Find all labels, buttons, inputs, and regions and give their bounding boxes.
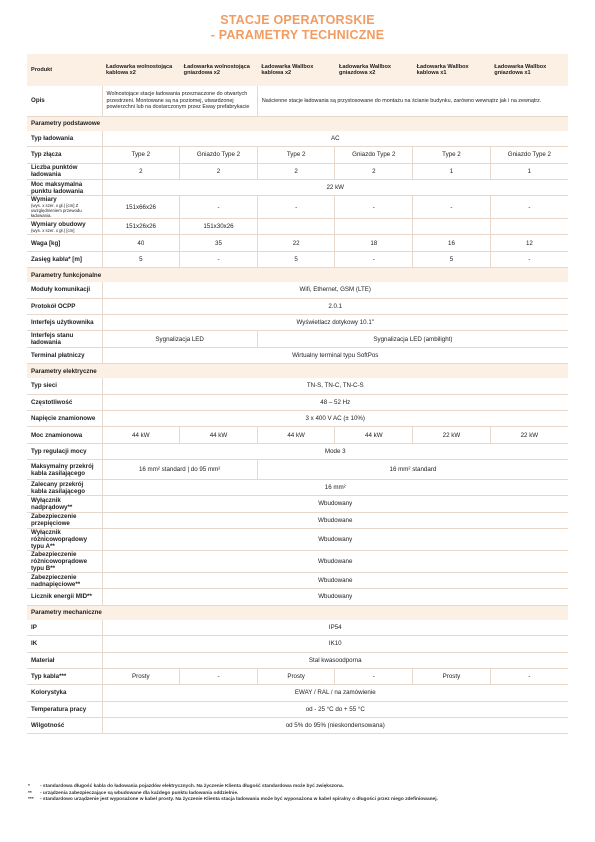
row-cell: 5	[257, 251, 335, 267]
row-label	[27, 251, 102, 267]
row-value: Wbudowany	[102, 496, 568, 512]
row-cell: Type 2	[413, 147, 491, 163]
row-label-text: Typ sieci	[31, 382, 58, 390]
row-label	[27, 196, 102, 219]
table-row	[27, 394, 568, 410]
row-value: Stal kwasoodporna	[102, 652, 568, 668]
row-cell	[413, 219, 491, 235]
row-cell: 151x30x26	[180, 219, 258, 235]
footnote-text: - urządzenia zabezpieczające są wbudowane dla każdego punktu ładowania oddzielnie.	[40, 790, 239, 796]
row-cell: -	[490, 251, 568, 267]
spec-table	[27, 54, 568, 734]
row-cell: 5	[413, 251, 491, 267]
row-cell: 2	[180, 163, 258, 179]
table-row	[27, 163, 568, 179]
row-label-text: Interfejs użytkownika	[31, 319, 94, 327]
row-label	[27, 652, 102, 668]
row-value: Wyświetlacz dotykowy 10.1"	[102, 315, 568, 331]
row-value: od - 25 °C do + 55 °C	[102, 701, 568, 717]
row-cell: -	[180, 668, 258, 684]
row-label-text: Typ kabla***	[31, 673, 67, 681]
row-cell: Type 2	[102, 147, 180, 163]
table-row	[27, 589, 568, 605]
row-cell: -	[180, 196, 258, 219]
row-label	[27, 163, 102, 179]
row-cell: -	[413, 196, 491, 219]
row-cell: 5	[102, 251, 180, 267]
row-cell: 22 kW	[413, 427, 491, 443]
row-label	[27, 378, 102, 394]
row-cell: Prosty	[257, 668, 335, 684]
row-label-text: Zabezpieczenie nadnapięciowe**	[31, 573, 81, 588]
row-value: od 5% do 95% (nieskondensowana)	[102, 717, 568, 733]
row-value: Wbudowane	[102, 512, 568, 528]
row-value: Wbudowany	[102, 589, 568, 605]
row-cell: Gniazdo Type 2	[490, 147, 568, 163]
section-header	[27, 268, 568, 283]
footnote-text: - standardowo urządzenie jest wyposażone w kabel prosty. Na życzenie Klienta stacja ładowania może być wyposażona w kabel spiralny o długości przez niego zdefiniowanej.	[40, 797, 438, 802]
table-row	[27, 147, 568, 163]
table-row	[27, 315, 568, 331]
header-label: Produkt	[27, 54, 102, 86]
row-value: 16 mm²	[102, 480, 568, 496]
row-label-text: Wyłącznik różnicowoprądowy typu A**	[31, 528, 88, 550]
row-cell: -	[335, 251, 413, 267]
section-title: Parametry mechaniczne	[27, 605, 568, 620]
row-value: Wbudowane	[102, 550, 568, 572]
row-cell: 1	[413, 163, 491, 179]
row-value: 48 – 52 Hz	[102, 394, 568, 410]
row-value: Wbudowany	[102, 528, 568, 550]
row-cell: 2	[102, 163, 180, 179]
row-cell	[490, 219, 568, 235]
row-cell: Type 2	[257, 147, 335, 163]
row-label	[27, 235, 102, 251]
row-label	[27, 589, 102, 605]
section-title: Parametry podstawowe	[27, 116, 568, 131]
page-title	[0, 13, 595, 43]
row-value: 2.0.1	[102, 298, 568, 314]
row-label-text: Wymiary	[31, 196, 57, 204]
footnotes	[28, 784, 568, 804]
table-row	[27, 251, 568, 267]
row-label-text: Materiał	[31, 656, 55, 664]
row-cell: 12	[490, 235, 568, 251]
row-label-text: Zasięg kabla* [m]	[31, 255, 82, 263]
row-label	[27, 717, 102, 733]
row-label	[27, 219, 102, 235]
row-label	[27, 512, 102, 528]
row-cell	[257, 219, 335, 235]
row-label	[27, 179, 102, 195]
row-label-text: Moc maksymalna punktu ładowania	[31, 180, 84, 195]
row-label-text: IK	[31, 640, 38, 648]
row-label-text: Zalecany przekrój kabla zasilającego	[31, 480, 85, 495]
section-title: Parametry funkcjonalne	[27, 268, 568, 283]
row-label	[27, 685, 102, 701]
row-label-text: Wyłącznik nadprądowy**	[31, 496, 73, 511]
row-cell: -	[335, 196, 413, 219]
row-label	[27, 282, 102, 298]
row-cell: 40	[102, 235, 180, 251]
table-row	[27, 550, 568, 572]
row-label	[27, 620, 102, 636]
row-label	[27, 298, 102, 314]
title-line-1: STACJE OPERATORSKIE	[220, 13, 375, 27]
title-line-2: - PARAMETRY TECHNICZNE	[210, 28, 385, 42]
row-value-wallbox: Sygnalizacja LED (ambilight)	[257, 331, 568, 347]
row-label-text: Częstotliwość	[31, 399, 73, 406]
row-cell: 18	[335, 235, 413, 251]
section-header	[27, 605, 568, 620]
footnote	[28, 797, 568, 804]
table-row	[27, 427, 568, 443]
row-cell: 22 kW	[490, 427, 568, 443]
table-row	[27, 512, 568, 528]
row-label-text: Typ ładowania	[31, 134, 74, 142]
row-label-text: Opis	[31, 97, 45, 105]
row-cell: -	[257, 196, 335, 219]
row-value: Mode 3	[102, 443, 568, 459]
row-label-text: Typ regulacji mocy	[31, 447, 87, 455]
table-row	[27, 443, 568, 459]
desc-freestanding: Wolnostojące stacje ładowania przeznaczone do otwartych przestrzeni. Montowane są na poziomej, utwardzonej powierzchni lub na dostarczonym przez Eway prefabrykacie	[102, 86, 257, 116]
table-row	[27, 378, 568, 394]
table-row	[27, 636, 568, 652]
row-value: EWAY / RAL / na zamówienie	[102, 685, 568, 701]
product-name: Ładowarka wolnostojąca gniazdowa x2	[180, 54, 258, 86]
row-cell: 44 kW	[257, 427, 335, 443]
row-cell: 44 kW	[335, 427, 413, 443]
footnote-mark: **	[28, 790, 32, 796]
row-value-wallbox: 16 mm² standard	[257, 460, 568, 480]
table-row	[27, 717, 568, 733]
row-cell: 16	[413, 235, 491, 251]
row-label	[27, 668, 102, 684]
row-label	[27, 394, 102, 410]
header-row	[27, 54, 568, 86]
row-label	[27, 427, 102, 443]
row-value: Wirtualny terminal typu SoftPos	[102, 347, 568, 363]
table-row	[27, 196, 568, 219]
row-label	[27, 443, 102, 459]
row-label-text: Kolorystyka	[31, 689, 67, 697]
row-label	[27, 131, 102, 147]
table-row	[27, 652, 568, 668]
row-value: TN-S, TN-C, TN-C-S	[102, 378, 568, 394]
table-row	[27, 131, 568, 147]
row-label	[27, 636, 102, 652]
row-value: AC	[102, 131, 568, 147]
row-value: IK10	[102, 636, 568, 652]
row-cell: 1	[490, 163, 568, 179]
row-cell: 35	[180, 235, 258, 251]
row-value: 22 kW	[102, 179, 568, 195]
row-label-text: Temperatura pracy	[31, 705, 87, 713]
row-label	[27, 528, 102, 550]
row-cell: -	[490, 196, 568, 219]
row-label-text: Zabezpieczenie przepięciowe	[31, 513, 77, 528]
table-row	[27, 572, 568, 588]
footnote-mark: *	[28, 784, 30, 789]
product-name: Ładowarka Wallbox gniazdowa x1	[490, 54, 568, 86]
table-row	[27, 331, 568, 347]
table-row	[27, 685, 568, 701]
row-value: Wifi, Ethernet, GSM (LTE)	[102, 282, 568, 298]
row-label	[27, 480, 102, 496]
table-row	[27, 347, 568, 363]
row-label-note: (wys. x szer. x gł.) [cm]	[31, 227, 75, 233]
product-name: Ładowarka wolnostojąca kablowa x2	[102, 54, 180, 86]
row-label-text: Wilgotność	[31, 721, 65, 729]
row-cell: 151x26x26	[102, 219, 180, 235]
row-label-text: Interfejs stanu ładowania	[31, 332, 74, 347]
row-value-freestanding: 16 mm² standard | do 95 mm²	[102, 460, 257, 480]
row-value: 3 x 400 V AC (± 10%)	[102, 411, 568, 427]
row-cell: Gniazdo Type 2	[335, 147, 413, 163]
table-row	[27, 496, 568, 512]
table-row	[27, 480, 568, 496]
row-label-text: Typ złącza	[31, 151, 62, 159]
row-cell: 44 kW	[102, 427, 180, 443]
row-label	[27, 572, 102, 588]
row-cell: 22	[257, 235, 335, 251]
row-label-text: Moc znamionowa	[31, 431, 83, 439]
row-label-text: Protokół OCPP	[31, 303, 76, 311]
row-label-text: IP	[31, 623, 37, 631]
row-label-text: Licznik energii MID**	[31, 593, 92, 601]
row-cell: -	[335, 668, 413, 684]
row-label-text: Waga [kg]	[31, 239, 61, 247]
row-value-freestanding: Sygnalizacja LED	[102, 331, 257, 347]
row-label	[27, 147, 102, 163]
table-row	[27, 298, 568, 314]
table-row	[27, 86, 568, 116]
row-label-text: Napięcie znamionowe	[31, 415, 96, 423]
row-label-text: Wymiary obudowy	[31, 220, 86, 228]
row-label-text: Maksymalny przekrój kabla zasilającego	[31, 462, 94, 477]
row-value: IP54	[102, 620, 568, 636]
table-row	[27, 411, 568, 427]
row-cell: Prosty	[102, 668, 180, 684]
footnote-mark: ***	[28, 797, 34, 802]
table-row	[27, 620, 568, 636]
row-label	[27, 701, 102, 717]
row-label	[27, 496, 102, 512]
section-header	[27, 116, 568, 131]
row-cell: -	[180, 251, 258, 267]
product-name: Ładowarka Wallbox gniazdowa x2	[335, 54, 413, 86]
row-label	[27, 550, 102, 572]
row-label-text: Zabezpieczenie różnicowoprądowe typu B**	[31, 550, 88, 572]
table-row	[27, 282, 568, 298]
row-label	[27, 331, 102, 347]
table-row	[27, 701, 568, 717]
row-label	[27, 460, 102, 480]
product-name: Ładowarka Wallbox kablowa x1	[413, 54, 491, 86]
row-cell: Prosty	[413, 668, 491, 684]
footnote-text: - standardowa długość kabla do ładowania pojazdów elektrycznych. Na życzenie Klienta długość standardowa może być zwiększona.	[40, 784, 344, 789]
row-value: Wbudowane	[102, 572, 568, 588]
table-row	[27, 235, 568, 251]
table-row	[27, 460, 568, 480]
row-label	[27, 411, 102, 427]
row-cell: 2	[335, 163, 413, 179]
row-label-note: (wys. x szer. x gł.) [cm] Z uwzględnieniem przewodu ładowania.	[31, 203, 82, 219]
table-row	[27, 179, 568, 195]
row-cell: -	[490, 668, 568, 684]
row-label	[27, 347, 102, 363]
row-label	[27, 86, 102, 116]
row-cell: 44 kW	[180, 427, 258, 443]
section-title: Parametry elektryczne	[27, 364, 568, 379]
table-row	[27, 528, 568, 550]
row-cell	[335, 219, 413, 235]
row-cell: 2	[257, 163, 335, 179]
desc-wallbox: Naścienne stacje ładowania są przystosowane do montażu na ścianie budynku, zarówno wewnątrz jak i na zewnątrz.	[257, 86, 568, 116]
row-label	[27, 315, 102, 331]
row-cell: 151x66x26	[102, 196, 180, 219]
row-label-text: Moduły komunikacji	[31, 286, 91, 294]
product-name: Ładowarka Wallbox kablowa x2	[257, 54, 335, 86]
table-row	[27, 219, 568, 235]
row-label-text: Terminal płatniczy	[31, 351, 85, 359]
row-label-text: Liczba punktów ładowania	[31, 164, 78, 179]
section-header	[27, 364, 568, 379]
table-row	[27, 668, 568, 684]
row-cell: Gniazdo Type 2	[180, 147, 258, 163]
